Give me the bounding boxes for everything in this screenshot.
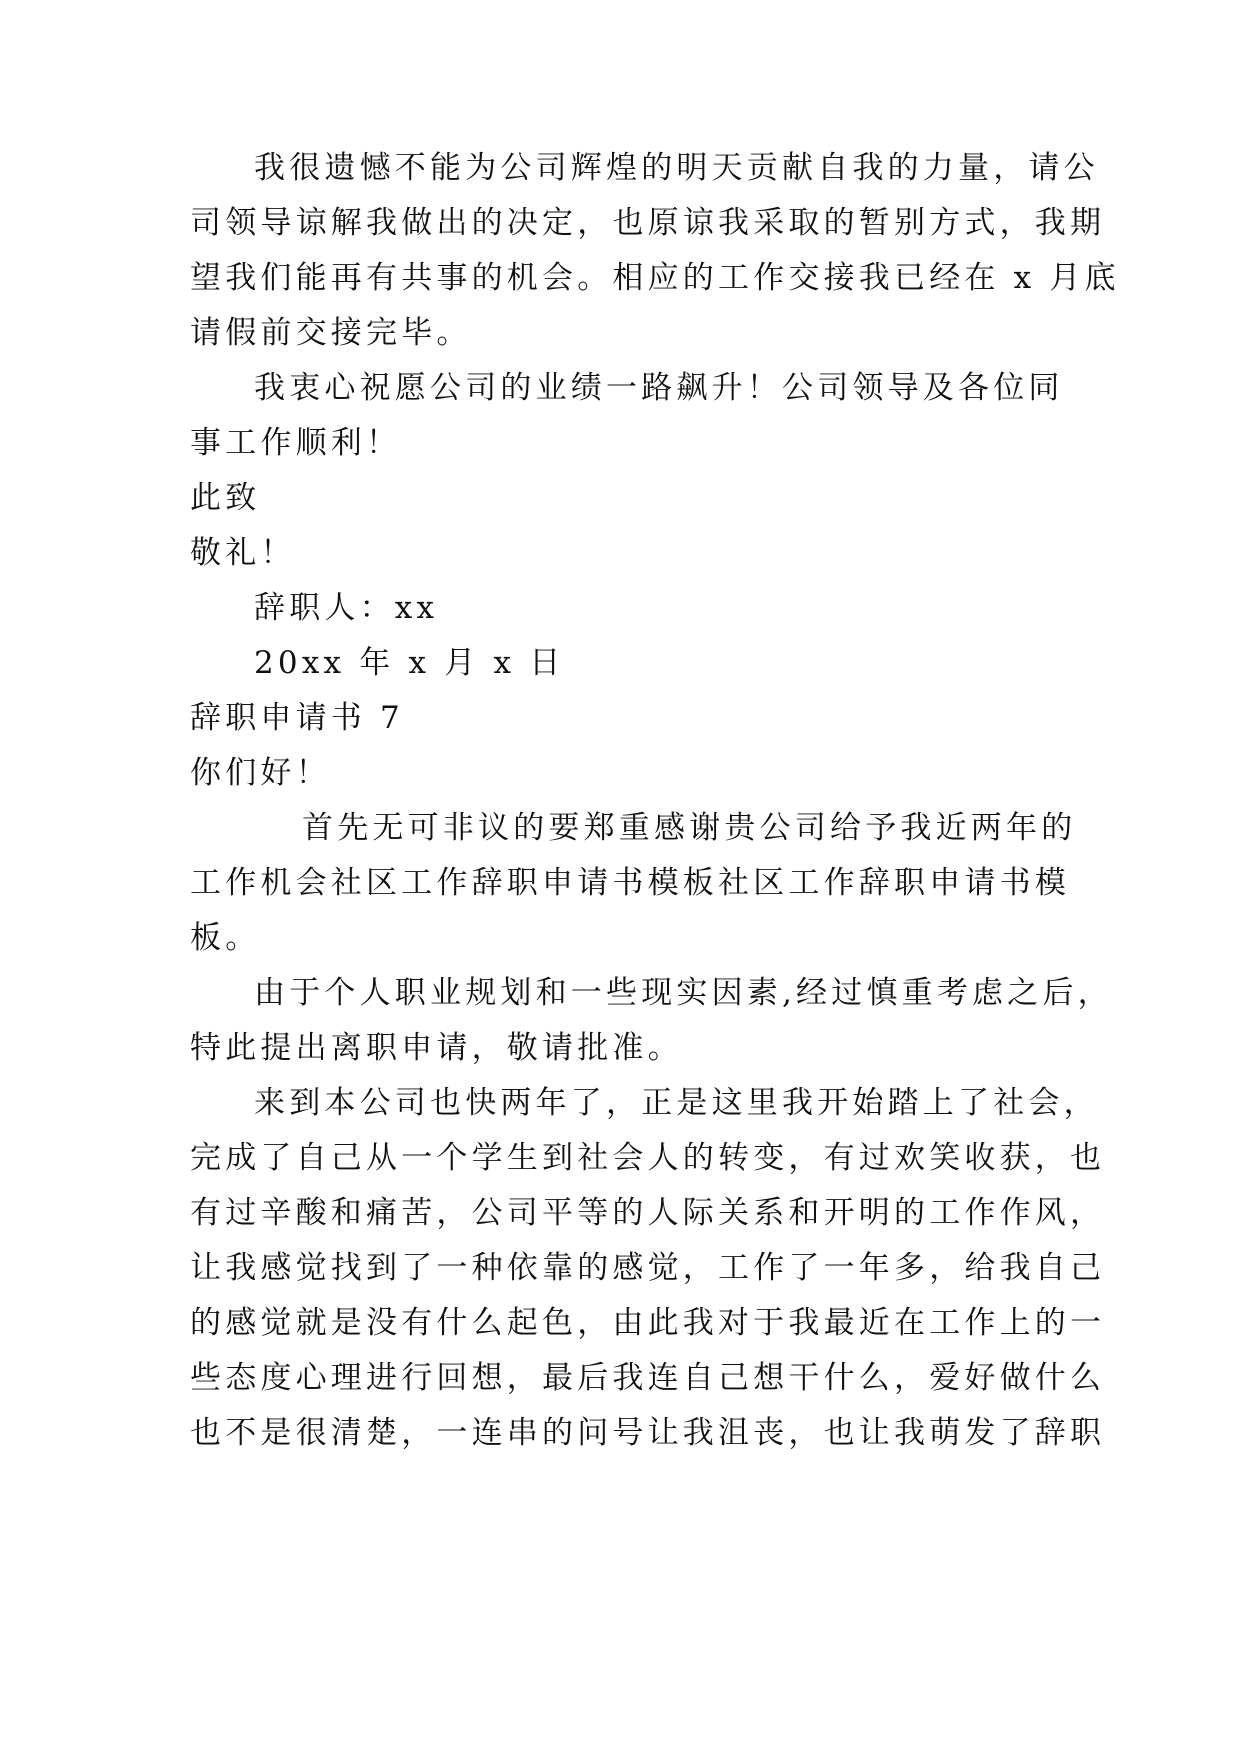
paragraph-line: 首先无可非议的要郑重感谢贵公司给予我近两年的 bbox=[302, 810, 1077, 846]
paragraph-line: 也不是很清楚，一连串的问号让我沮丧，也让我萌发了辞职 bbox=[190, 1415, 1106, 1451]
salutation-line: 你们好！ bbox=[190, 755, 331, 791]
paragraph-line: 工作机会社区工作辞职申请书模板社区工作辞职申请书模 bbox=[190, 865, 1070, 901]
paragraph-line: 特此提出离职申请，敬请批准。 bbox=[190, 1030, 683, 1066]
date-line: 20xx 年 x 月 x 日 bbox=[254, 645, 565, 681]
paragraph-line: 些态度心理进行回想，最后我连自己想干什么，爱好做什么 bbox=[190, 1360, 1106, 1396]
signature-line: 辞职人：xx bbox=[254, 590, 439, 626]
paragraph-line: 板。 bbox=[190, 920, 261, 956]
section-title: 辞职申请书 7 bbox=[190, 700, 404, 736]
paragraph-line: 来到本公司也快两年了，正是这里我开始踏上了社会， bbox=[254, 1085, 1099, 1121]
closing-line: 敬礼！ bbox=[190, 535, 296, 571]
paragraph-line: 请假前交接完毕。 bbox=[190, 315, 472, 351]
paragraph-line: 事工作顺利！ bbox=[190, 425, 402, 461]
paragraph-line: 完成了自己从一个学生到社会人的转变，有过欢笑收获，也 bbox=[190, 1140, 1106, 1176]
paragraph-line: 望我们能再有共事的机会。相应的工作交接我已经在 x 月底 bbox=[190, 260, 1120, 296]
paragraph-line: 有过辛酸和痛苦，公司平等的人际关系和开明的工作作风， bbox=[190, 1195, 1106, 1231]
paragraph-line: 让我感觉找到了一种依靠的感觉，工作了一年多，给我自己 bbox=[190, 1250, 1106, 1286]
closing-line: 此致 bbox=[190, 480, 261, 516]
paragraph-line: 由于个人职业规划和一些现实因素,经过慎重考虑之后， bbox=[254, 975, 1113, 1011]
paragraph-line: 司领导谅解我做出的决定，也原谅我采取的暂别方式，我期 bbox=[190, 205, 1106, 241]
paragraph-line: 我很遗憾不能为公司辉煌的明天贡献自我的力量，请公 bbox=[254, 150, 1099, 186]
paragraph-line: 我衷心祝愿公司的业绩一路飙升！公司领导及各位同 bbox=[254, 370, 1064, 406]
paragraph-line: 的感觉就是没有什么起色，由此我对于我最近在工作上的一 bbox=[190, 1305, 1106, 1341]
